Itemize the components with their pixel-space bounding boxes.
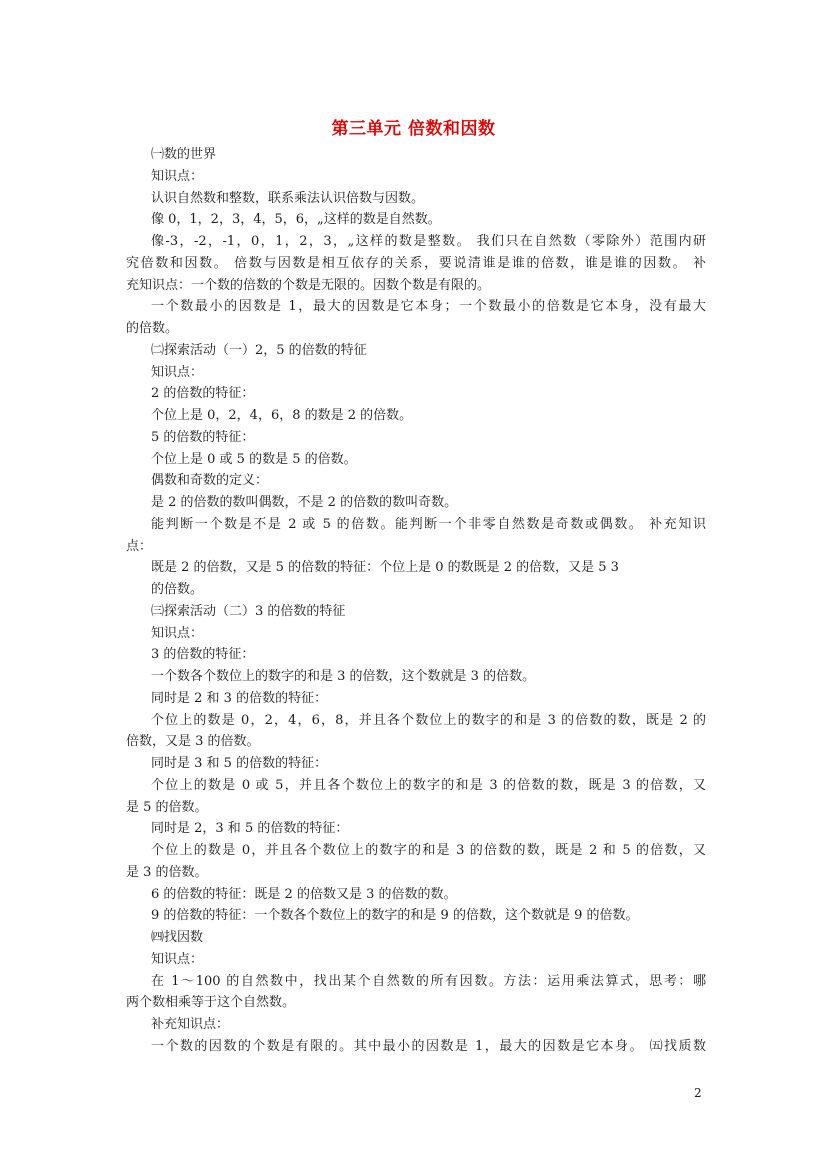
text-line: 知识点： bbox=[151, 168, 204, 184]
text-line: 一个数各个数位上的数字的和是 3 的倍数，这个数就是 3 的倍数。 bbox=[151, 669, 536, 684]
text-line: 个位上的数是 0，并且各个数位上的数字的和是 3 的倍数的数，既是 2 和 5 的倍数，又 bbox=[151, 843, 706, 858]
text-line: 充知识点：一个数的倍数的个数是无限的。因数个数是有限的。 bbox=[126, 277, 491, 293]
text-line: ㈠数的世界 bbox=[151, 147, 217, 162]
text-line: 个位上是 0 或 5 的数是 5 的倍数。 bbox=[151, 451, 357, 467]
text-line: 究倍数和因数。 倍数与因数是相互依存的关系，要说清谁是谁的倍数，谁是谁的因数。 补 bbox=[126, 255, 706, 271]
text-line: 的倍数。 bbox=[151, 582, 204, 597]
text-line: 是 2 的倍数的数叫偶数，不是 2 的倍数的数叫奇数。 bbox=[151, 495, 458, 510]
text-line: 2 的倍数的特征： bbox=[151, 386, 255, 402]
text-line: ㈣找因数 bbox=[151, 930, 204, 945]
text-line: 是 3 的倍数。 bbox=[126, 864, 208, 880]
text-line: 一个数最小的因数是 1，最大的因数是它本身；一个数最小的倍数是它本身，没有最大 bbox=[151, 299, 706, 315]
text-line: 像-3，-2，-1，0，1，2，3，„这样的数是整数。 我们只在自然数（零除外）范围内研 bbox=[151, 234, 706, 249]
document-title: 第三单元 倍数和因数 bbox=[331, 119, 496, 139]
text-line: 一个数的因数的个数是有限的。其中最小的因数是 1，最大的因数是它本身。 ㈤找质数 bbox=[151, 1038, 706, 1054]
text-line: 知识点： bbox=[151, 364, 204, 380]
text-line: 同时是 3 和 5 的倍数的特征： bbox=[151, 756, 328, 771]
text-line: 偶数和奇数的定义： bbox=[151, 473, 269, 489]
text-line: 3 的倍数的特征： bbox=[151, 647, 255, 663]
text-line: 的倍数。 bbox=[126, 321, 179, 336]
text-line: 两个数相乘等于这个自然数。 bbox=[126, 995, 296, 1011]
text-line: 9 的倍数的特征：一个数各个数位上的数字的和是 9 的倍数，这个数就是 9 的倍数。 bbox=[151, 908, 639, 924]
text-line: 5 的倍数的特征： bbox=[151, 429, 255, 445]
text-line: 同时是 2 和 3 的倍数的特征： bbox=[151, 690, 328, 706]
text-line: 6 的倍数的特征：既是 2 的倍数又是 3 的倍数的数。 bbox=[151, 886, 457, 902]
text-line: 知识点： bbox=[151, 625, 204, 641]
text-line: 倍数，又是 3 的倍数。 bbox=[126, 734, 260, 750]
text-line: ㈢探索活动（二）3 的倍数的特征 bbox=[151, 603, 346, 619]
text-line: 既是 2 的倍数，又是 5 的倍数的特征：个位上是 0 的数既是 2 的倍数，又是 5 3 bbox=[151, 560, 619, 576]
text-line: 同时是 2，3 和 5 的倍数的特征： bbox=[151, 821, 349, 837]
text-line: 能判断一个数是不是 2 或 5 的倍数。能判断一个非零自然数是奇数或偶数。 补充知识 bbox=[151, 516, 706, 532]
document-body bbox=[126, 144, 706, 1058]
page-number: 2 bbox=[694, 1086, 702, 1100]
text-line: 个位上是 0，2，4，6，8 的数是 2 的倍数。 bbox=[151, 408, 413, 423]
text-line: 补充知识点： bbox=[151, 1017, 230, 1032]
text-line: 是 5 的倍数。 bbox=[126, 799, 208, 815]
text-line: 像 0，1，2，3，4，5，6，„这样的数是自然数。 bbox=[151, 212, 441, 228]
text-line: ㈡探索活动（一）2，5 的倍数的特征 bbox=[151, 342, 367, 358]
text-line: 个位上的数是 0 或 5，并且各个数位上的数字的和是 3 的倍数的数，既是 3 的倍数，又 bbox=[151, 777, 706, 793]
text-line: 知识点： bbox=[151, 951, 204, 967]
text-line: 认识自然数和整数，联系乘法认识倍数与因数。 bbox=[151, 190, 425, 206]
text-line: 点： bbox=[126, 538, 153, 554]
text-line: 在 1～100 的自然数中，找出某个自然数的所有因数。方法：运用乘法算式，思考：哪 bbox=[151, 973, 706, 989]
text-line: 个位上的数是 0，2，4，6，8，并且各个数位上的数字的和是 3 的倍数的数，既是 2 的 bbox=[151, 712, 706, 728]
